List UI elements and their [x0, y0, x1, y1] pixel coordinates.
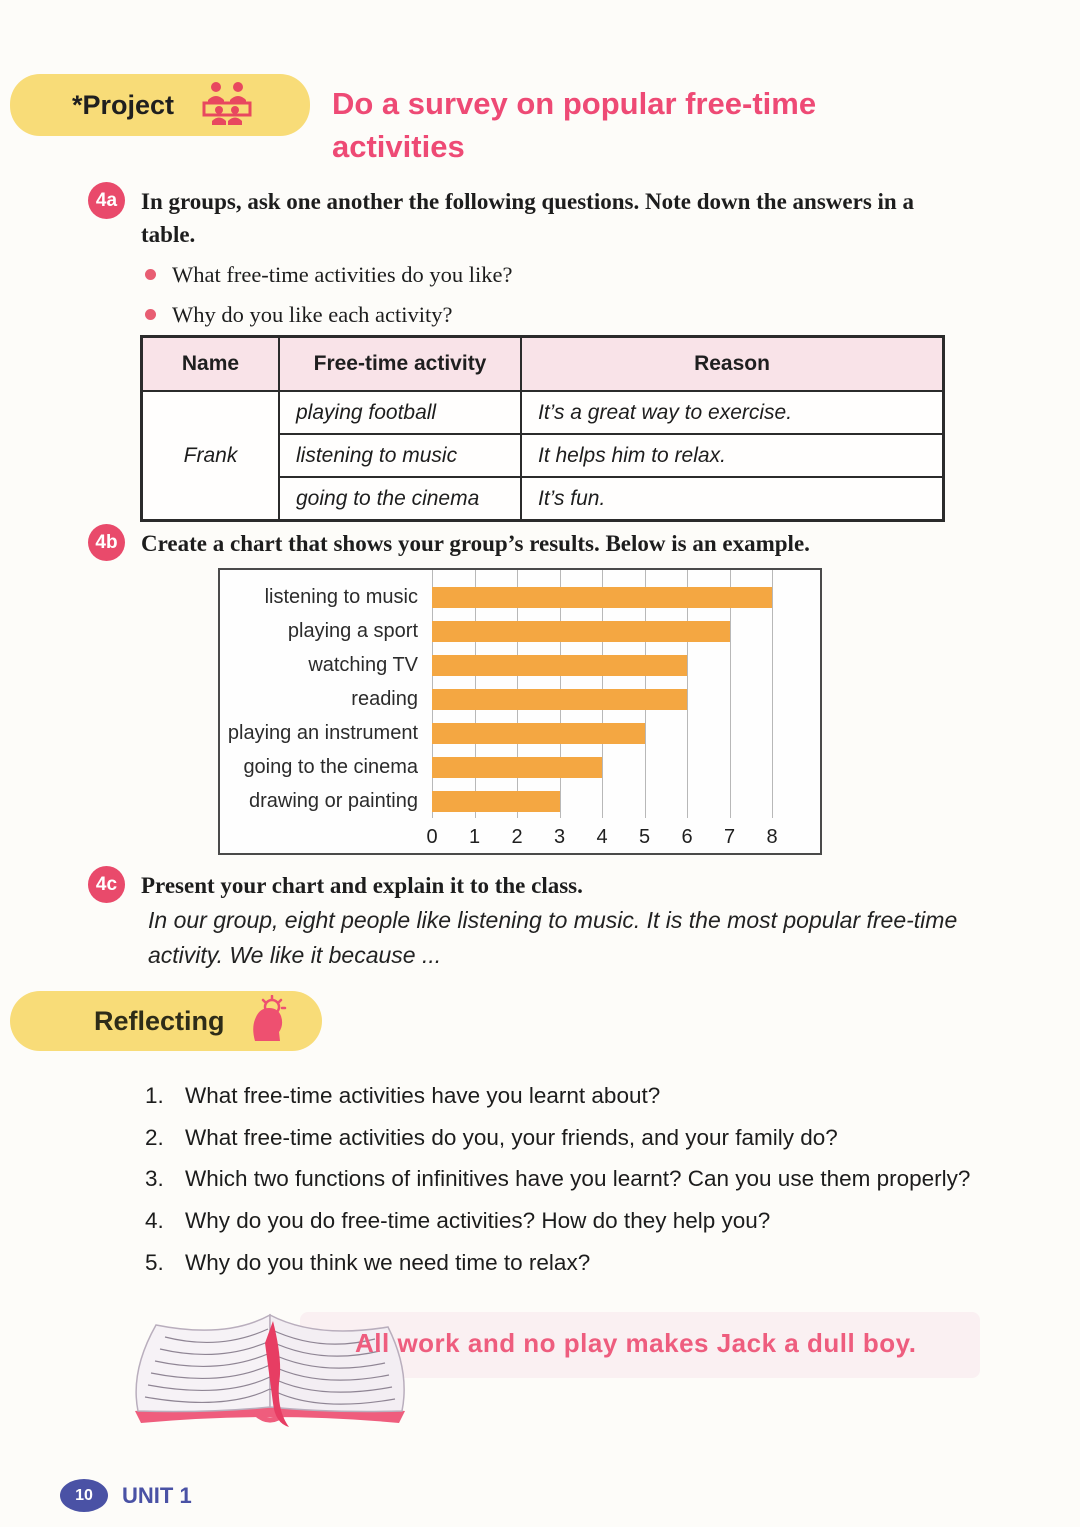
- question-text: Why do you think we need time to relax?: [185, 1249, 591, 1275]
- question-item: [145, 1163, 975, 1196]
- question-number: 2.: [145, 1124, 164, 1150]
- project-label: *Project: [72, 89, 175, 120]
- chart-bar-row: [432, 750, 772, 784]
- chart-tick-label: 7: [723, 826, 736, 848]
- bullet-dot-icon: [145, 269, 156, 280]
- chart-bar-row: [432, 648, 772, 682]
- chart-category-labels: [220, 580, 432, 818]
- chart-category-label: listening to music: [264, 585, 418, 608]
- bullet-item: [145, 258, 845, 292]
- question-text: What free-time activities do you, your friends, and your family do?: [185, 1124, 838, 1150]
- question-number: 5.: [145, 1249, 164, 1275]
- chart-bar-row: [432, 784, 772, 818]
- chart-category-label: reading: [351, 687, 418, 710]
- chart-category-label: playing a sport: [287, 619, 418, 642]
- chart-bar-row: [432, 682, 772, 716]
- table-header-reason: Reason: [521, 337, 944, 392]
- example-speech-text: In our group, eight people like listening to music. It is the most popular free-time activity. We like it because ...: [148, 907, 958, 968]
- table-header-activity: Free-time activity: [279, 337, 521, 392]
- chart-tick-label: 5: [638, 826, 651, 848]
- chart-tick-label: 1: [468, 826, 481, 848]
- badge-4b: 4b: [88, 524, 125, 561]
- question-text: Which two functions of infinitives have you learnt? Can you use them properly?: [185, 1166, 971, 1192]
- bullet-text: Why do you like each activity?: [172, 301, 453, 327]
- chart-plot-area: [432, 580, 772, 818]
- section-4a: [88, 182, 918, 252]
- chart-category-label: going to the cinema: [243, 755, 418, 778]
- question-item: [145, 1205, 975, 1238]
- chart-bar-row: [432, 580, 772, 614]
- question-number: 3.: [145, 1166, 164, 1192]
- chart-bar-row: [432, 716, 772, 750]
- badge-4a: 4a: [88, 182, 125, 219]
- chart-tick-label: 3: [553, 826, 566, 848]
- table-cell-activity: going to the cinema: [279, 477, 521, 521]
- project-header-pill: [10, 74, 310, 136]
- instruction-4a: In groups, ask one another the following questions. Note down the answers in a table.: [141, 189, 914, 248]
- chart-tick-label: 0: [426, 826, 438, 848]
- question-item: [145, 1080, 975, 1113]
- badge-4c: 4c: [88, 866, 125, 903]
- question-number: 1.: [145, 1083, 164, 1108]
- table-cell-reason: It’s a great way to exercise.: [521, 391, 944, 434]
- chart-tick-label: 6: [681, 826, 693, 848]
- table-cell-reason: It’s fun.: [521, 477, 944, 521]
- reflecting-question-list: [145, 1080, 975, 1288]
- chart-bar: [432, 587, 772, 608]
- page-title: Do a survey on popular free-time activities: [332, 86, 817, 164]
- question-bullet-list: [145, 258, 845, 338]
- page-number-badge: 10: [60, 1479, 108, 1512]
- question-text: What free-time activities have you learnt about?: [185, 1083, 661, 1108]
- question-item: [145, 1247, 975, 1280]
- proverb-text: All work and no play makes Jack a dull boy.: [355, 1328, 917, 1358]
- group-meeting-icon: [198, 81, 256, 130]
- instruction-4b: Create a chart that shows your group’s results. Below is an example.: [141, 531, 810, 556]
- question-item: [145, 1122, 975, 1155]
- table-row: [142, 391, 944, 434]
- chart-bar: [432, 757, 602, 778]
- unit-label: UNIT 1: [122, 1483, 192, 1508]
- reflecting-label: Reflecting: [94, 1005, 225, 1036]
- question-number: 4.: [145, 1207, 164, 1233]
- table-cell-activity: listening to music: [279, 434, 521, 477]
- chart-bar: [432, 655, 687, 676]
- chart-bar: [432, 791, 560, 812]
- table-cell-activity: playing football: [279, 391, 521, 434]
- instruction-4c: Present your chart and explain it to the class.: [141, 873, 583, 898]
- chart-bar: [432, 621, 730, 642]
- bullet-dot-icon: [145, 309, 156, 320]
- table-header-name: Name: [142, 337, 280, 392]
- chart-bar-row: [432, 614, 772, 648]
- question-text: Why do you do free-time activities? How do they help you?: [185, 1207, 771, 1233]
- reflecting-header-pill: [10, 991, 322, 1051]
- table-cell-name: Frank: [142, 391, 280, 521]
- open-book-illustration: [105, 1303, 435, 1438]
- section-4b: [88, 524, 918, 561]
- chart-gridline: [772, 570, 773, 818]
- bullet-item: [145, 298, 845, 332]
- chart-category-label: playing an instrument: [227, 721, 418, 744]
- chart-tick-label: 2: [511, 826, 523, 848]
- head-lightbulb-icon: [247, 995, 289, 1048]
- table-cell-reason: It helps him to relax.: [521, 434, 944, 477]
- survey-table-wrap: [140, 335, 945, 522]
- bullet-text: What free-time activities do you like?: [172, 262, 513, 287]
- chart-category-label: watching TV: [308, 653, 418, 676]
- survey-table: [140, 335, 945, 522]
- chart-tick-label: 8: [766, 826, 778, 848]
- section-4c: [88, 866, 918, 903]
- chart-category-label: drawing or painting: [249, 789, 418, 812]
- results-bar-chart: [218, 568, 822, 855]
- survey-table-body: [142, 391, 944, 521]
- chart-bar: [432, 689, 687, 710]
- chart-tick-label: 4: [596, 826, 608, 848]
- chart-x-axis: [426, 818, 778, 853]
- chart-bar: [432, 723, 645, 744]
